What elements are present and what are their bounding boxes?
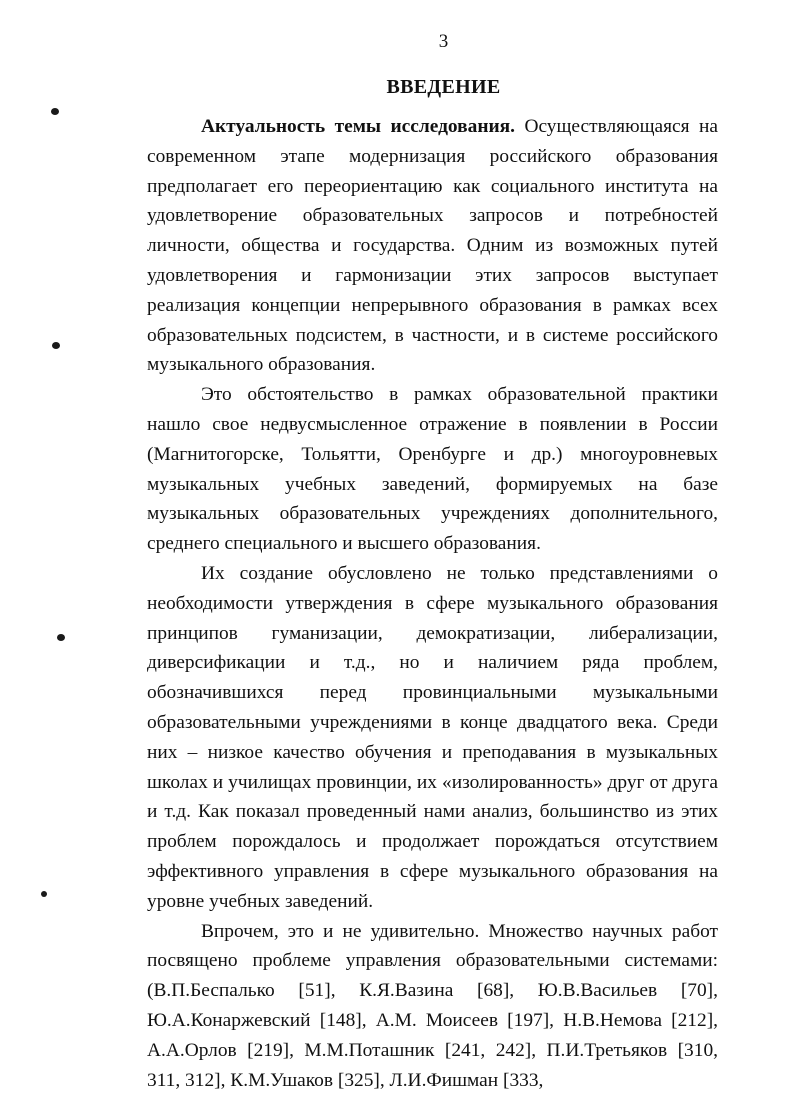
binding-hole-mark	[41, 891, 47, 897]
page-title: ВВЕДЕНИЕ	[386, 76, 501, 98]
paragraph-1	[147, 112, 718, 380]
binding-hole-mark	[51, 108, 59, 115]
paragraph-1-text: Осуществляющаяся на современном этапе модернизация российского образования предполагает его переориентацию как социального института на удовлетворение образовательных запросов и потребностей личности, общества и государства. Одним из возможных путей удовлетворения и гармонизации этих запросов выступает реализация концепции непрерывного образования в рамках всех образовательных подсистем, в частности, и в системе российского музыкального образования.	[147, 116, 718, 376]
page-number: 3	[438, 31, 449, 52]
paragraph-2	[147, 380, 718, 559]
paragraph-3	[147, 559, 718, 917]
paragraph-4-text: Впрочем, это и не удивительно. Множество научных работ посвящено проблеме управления образовательными системами: (В.П.Беспалько [51], К.Я.Вазина [68], Ю.В.Васильев [70], Ю.А.Конаржевский [148], А.М. Моисеев [197], Н.В.Немова [212], А.А.Орлов [219], М.М.Поташник [241, 242], П.И.Третьяков [310, 311, 312], К.М.Ушаков [325], Л.И.Фишман [333,	[147, 920, 718, 1091]
paragraph-2-text: Это обстоятельство в рамках образовательной практики нашло свое недвусмысленное отражение в появлении в России (Магнитогорске, Тольятти, Оренбурге и др.) многоуровневых музыкальных учебных заведений, формируемых на базе музыкальных образовательных учреждениях дополнительного, среднего специального и высшего образования.	[147, 384, 718, 555]
binding-hole-mark	[52, 342, 60, 349]
paragraph-4	[147, 917, 718, 1095]
paragraph-3-text: Их создание обусловлено не только представлениями о необходимости утверждения в сфере музыкального образования принципов гуманизации, демократизации, либерализации, диверсификации и т.д., но и наличием ряда проблем, обозначившихся перед провинциальными музыкальными образовательными учреждениями в конце двадцатого века. Среди них – низкое качество обучения и преподавания в музыкальных школах и училищах провинции, их «изолированность» друг от друга и т.д. Как показал проведенный нами анализ, большинство из этих проблем порождалось и продолжает порождаться отсутствием эффективного управления в сфере музыкального образования на уровне учебных заведений.	[147, 562, 718, 912]
paragraph-1-lead: Актуальность темы исследования.	[201, 116, 515, 137]
binding-hole-mark	[57, 634, 65, 641]
main-text	[147, 112, 718, 1095]
